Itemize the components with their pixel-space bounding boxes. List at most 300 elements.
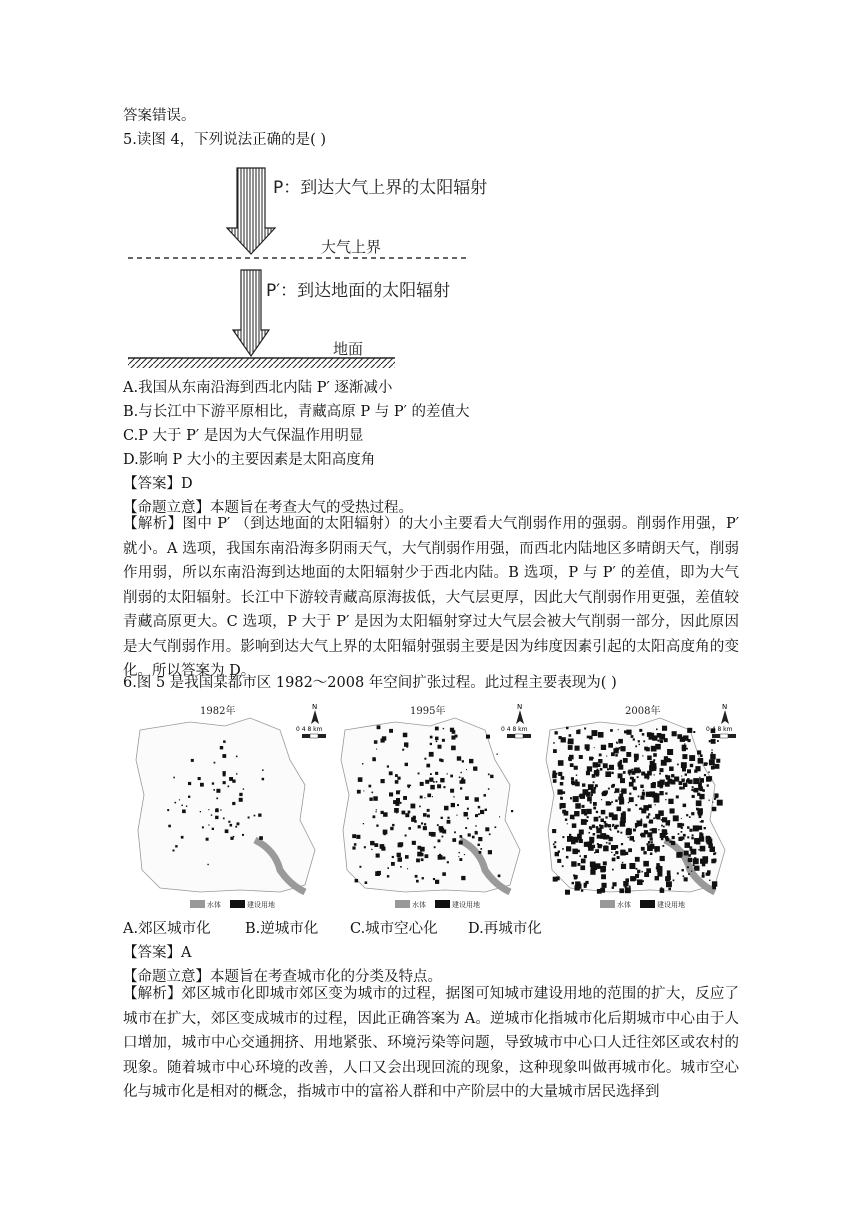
built-up-patch bbox=[643, 825, 645, 827]
built-up-patch bbox=[683, 804, 687, 808]
q5-option-a: A.我国从东南沿海到西北内陆 P′ 逐渐减小 bbox=[123, 380, 393, 396]
built-up-patch bbox=[427, 809, 430, 812]
built-up-patch bbox=[466, 769, 467, 770]
built-up-patch bbox=[667, 779, 672, 784]
built-up-patch bbox=[698, 786, 702, 790]
built-up-patch bbox=[563, 791, 566, 794]
built-up-patch bbox=[650, 829, 652, 831]
built-up-patch bbox=[450, 728, 454, 732]
built-up-patch bbox=[592, 846, 594, 848]
built-up-patch bbox=[423, 826, 427, 830]
built-up-patch bbox=[430, 736, 433, 739]
built-up-patch bbox=[447, 817, 449, 819]
built-up-patch bbox=[662, 817, 667, 822]
built-up-patch bbox=[660, 785, 663, 788]
built-up-patch bbox=[191, 759, 194, 762]
q5-stem: 5.读图 4，下列说法正确的是( ) bbox=[123, 132, 327, 148]
built-up-patch bbox=[670, 808, 675, 813]
built-up-patch bbox=[631, 777, 634, 780]
built-up-patch bbox=[554, 846, 557, 849]
built-up-patch bbox=[681, 776, 682, 777]
built-up-patch bbox=[424, 823, 426, 825]
built-up-patch bbox=[657, 733, 662, 738]
built-up-patch bbox=[610, 729, 613, 732]
built-up-patch bbox=[693, 731, 695, 733]
built-up-patch bbox=[650, 791, 656, 797]
built-up-patch bbox=[572, 849, 578, 855]
built-up-patch bbox=[215, 816, 218, 819]
built-up-patch bbox=[574, 766, 578, 770]
built-up-patch bbox=[464, 854, 465, 855]
built-up-patch bbox=[214, 762, 216, 764]
built-up-patch bbox=[452, 838, 456, 842]
built-up-patch bbox=[395, 780, 399, 784]
built-up-patch bbox=[698, 758, 704, 764]
svg-text:N: N bbox=[312, 703, 318, 711]
built-up-patch bbox=[702, 875, 705, 878]
built-up-patch bbox=[555, 731, 558, 734]
built-up-patch bbox=[704, 827, 706, 829]
built-up-patch bbox=[668, 784, 670, 786]
built-up-patch bbox=[641, 871, 643, 873]
built-up-patch bbox=[595, 784, 598, 787]
built-up-patch bbox=[672, 836, 675, 839]
built-up-patch bbox=[682, 754, 687, 759]
built-up-patch bbox=[480, 810, 484, 814]
built-up-patch bbox=[639, 808, 641, 810]
built-up-patch bbox=[710, 754, 716, 760]
map-2008 bbox=[540, 700, 740, 910]
built-up-patch bbox=[222, 754, 226, 758]
built-up-patch bbox=[586, 792, 591, 797]
built-up-patch bbox=[424, 758, 426, 760]
built-up-patch bbox=[669, 841, 671, 843]
built-up-patch bbox=[383, 812, 388, 817]
built-up-patch bbox=[704, 762, 708, 766]
built-up-patch bbox=[689, 755, 695, 761]
built-up-patch bbox=[611, 772, 613, 774]
built-up-patch bbox=[704, 774, 706, 776]
ground-label: 地面 bbox=[333, 340, 364, 358]
built-up-patch bbox=[356, 835, 360, 839]
built-up-patch bbox=[565, 890, 570, 895]
built-up-patch bbox=[389, 792, 393, 796]
built-up-patch bbox=[640, 785, 643, 788]
q5-analysis: 【解析】图中 P′ （到达地面的太阳辐射）的大小主要看大气削弱作用的强弱。削弱作用强，P′ 就小。A 选项，我国东南沿海多阴雨天气，大气削弱作用强，而西北内陆地区多晴朗天气，削弱作用弱，所以东南沿海到达地面的太阳辐射少于西北内陆。B 选项，P 与 P′ 的差值，即为大气削弱的太阳辐射。长江中下游较青藏高原海拔低，大气层更厚，因此大气削弱作用更强，差值较青藏高原更大。C 选项，P 大于 P′ 是因为太阳辐射穿过大气层会被大气削弱一部分，因此原因是大气削弱作用。影响到达大气上界的太阳辐射强弱主要是因为纬度因素引起的太阳高度角的变化。所以答案为 D。 bbox=[123, 516, 739, 679]
built-up-patch bbox=[562, 865, 564, 867]
built-up-patch bbox=[561, 803, 566, 808]
built-up-patch bbox=[611, 801, 613, 803]
built-up-patch bbox=[575, 780, 577, 782]
built-up-patch bbox=[683, 834, 686, 837]
map-1982 bbox=[130, 700, 330, 910]
built-up-patch bbox=[622, 811, 625, 814]
built-up-patch bbox=[656, 816, 660, 820]
q6-option-b: B.逆城市化 bbox=[245, 921, 319, 937]
built-up-patch bbox=[579, 855, 581, 857]
built-up-patch bbox=[598, 759, 602, 763]
built-up-patch bbox=[620, 746, 625, 751]
built-up-patch bbox=[661, 825, 663, 827]
built-up-patch bbox=[490, 775, 493, 778]
built-up-patch bbox=[584, 885, 587, 888]
built-up-patch bbox=[660, 769, 662, 771]
built-up-patch bbox=[372, 792, 374, 794]
built-up-patch bbox=[457, 756, 461, 760]
built-up-patch bbox=[447, 773, 448, 774]
built-up-patch bbox=[242, 834, 244, 836]
built-up-patch bbox=[652, 828, 657, 833]
built-up-patch bbox=[405, 855, 409, 859]
built-up-patch bbox=[650, 853, 653, 856]
built-up-patch bbox=[429, 778, 433, 782]
built-up-patch bbox=[594, 770, 599, 775]
built-up-patch bbox=[709, 759, 715, 765]
built-up-patch bbox=[648, 841, 651, 844]
built-up-patch bbox=[663, 826, 665, 828]
built-up-patch bbox=[706, 836, 711, 841]
built-up-patch bbox=[615, 800, 618, 803]
built-up-patch bbox=[634, 878, 637, 881]
built-up-patch bbox=[687, 826, 690, 829]
built-up-patch bbox=[708, 776, 712, 780]
built-up-patch bbox=[397, 777, 400, 780]
scale-bar bbox=[706, 726, 736, 738]
built-up-patch bbox=[691, 812, 694, 815]
built-up-patch bbox=[175, 845, 177, 847]
built-up-patch bbox=[560, 797, 563, 800]
built-up-patch bbox=[598, 844, 602, 848]
built-up-patch bbox=[716, 759, 720, 763]
built-up-patch bbox=[709, 740, 711, 742]
built-up-patch bbox=[391, 862, 395, 866]
built-up-patch bbox=[618, 729, 619, 730]
built-up-patch bbox=[581, 819, 587, 825]
built-up-patch bbox=[173, 850, 175, 852]
built-up-patch bbox=[553, 742, 555, 744]
built-up-patch bbox=[681, 762, 687, 768]
built-up-patch bbox=[399, 842, 403, 846]
built-up-patch bbox=[459, 841, 463, 845]
scale-bar bbox=[296, 726, 326, 738]
built-up-patch bbox=[681, 831, 683, 833]
built-up-patch bbox=[665, 876, 670, 881]
built-up-patch bbox=[573, 818, 575, 820]
built-up-patch bbox=[408, 811, 411, 814]
built-up-patch bbox=[573, 874, 575, 876]
built-up-patch bbox=[380, 844, 385, 849]
built-up-patch bbox=[699, 794, 704, 799]
built-up-patch bbox=[478, 813, 480, 815]
svg-text:N: N bbox=[517, 703, 523, 711]
built-up-patch bbox=[621, 843, 623, 845]
built-up-patch bbox=[397, 853, 401, 857]
built-up-patch bbox=[687, 836, 689, 838]
built-up-patch bbox=[451, 736, 455, 740]
built-up-patch bbox=[696, 808, 699, 811]
built-up-patch bbox=[630, 836, 635, 841]
built-up-patch bbox=[403, 733, 408, 738]
p-prime-label: P′：到达地面的太阳辐射 bbox=[266, 281, 451, 301]
built-up-patch bbox=[692, 834, 694, 836]
built-up-patch bbox=[426, 764, 430, 768]
built-up-patch bbox=[200, 811, 201, 812]
built-up-patch bbox=[653, 759, 655, 761]
built-up-patch bbox=[589, 832, 591, 834]
built-up-patch bbox=[206, 838, 209, 841]
svg-text:2008年: 2008年 bbox=[625, 706, 661, 717]
built-up-patch bbox=[497, 754, 498, 755]
built-up-patch bbox=[478, 844, 480, 846]
built-up-patch bbox=[362, 763, 363, 764]
arrow-p-prime bbox=[233, 270, 269, 356]
built-up-patch bbox=[392, 824, 394, 826]
built-up-patch bbox=[683, 783, 687, 787]
built-up-patch bbox=[590, 802, 592, 804]
map-outline bbox=[136, 718, 315, 892]
built-up-patch bbox=[651, 783, 656, 788]
built-up-patch bbox=[595, 849, 599, 853]
built-up-patch bbox=[617, 831, 619, 833]
built-up-patch bbox=[599, 816, 601, 818]
built-up-patch bbox=[376, 809, 377, 810]
built-up-patch bbox=[713, 859, 717, 863]
built-up-patch bbox=[421, 858, 424, 861]
built-up-patch bbox=[202, 826, 204, 828]
built-up-patch bbox=[592, 825, 595, 828]
built-up-patch bbox=[650, 837, 653, 840]
built-up-patch bbox=[568, 739, 574, 745]
built-up-patch bbox=[655, 876, 659, 880]
built-up-patch bbox=[453, 796, 454, 797]
built-up-patch bbox=[376, 811, 377, 812]
built-up-patch bbox=[568, 757, 571, 760]
built-up-patch bbox=[642, 733, 645, 736]
built-up-patch bbox=[601, 819, 605, 823]
built-up-patch bbox=[692, 786, 694, 788]
built-up-patch bbox=[488, 774, 490, 776]
built-up-patch bbox=[666, 758, 670, 762]
built-up-patch bbox=[711, 739, 716, 744]
built-up-patch bbox=[405, 813, 409, 817]
built-up-patch bbox=[384, 833, 386, 835]
built-up-patch bbox=[629, 793, 631, 795]
built-up-patch bbox=[571, 777, 574, 780]
built-up-patch bbox=[649, 805, 651, 807]
built-up-patch bbox=[619, 761, 622, 764]
built-up-patch bbox=[712, 881, 717, 886]
built-up-patch bbox=[212, 782, 214, 784]
built-up-patch bbox=[422, 877, 424, 879]
built-up-patch bbox=[447, 820, 451, 824]
built-up-patch bbox=[597, 835, 601, 839]
built-up-patch bbox=[682, 747, 686, 751]
built-up-patch bbox=[554, 841, 556, 843]
built-up-patch bbox=[626, 730, 631, 735]
built-up-patch bbox=[665, 799, 666, 800]
built-up-patch bbox=[220, 809, 221, 810]
figure-4 bbox=[123, 160, 533, 375]
built-up-patch bbox=[593, 802, 597, 806]
built-up-patch bbox=[688, 739, 691, 742]
built-up-patch bbox=[685, 842, 691, 848]
built-up-patch bbox=[694, 857, 696, 859]
built-up-patch bbox=[597, 889, 602, 894]
built-up-patch bbox=[374, 740, 378, 744]
built-up-patch bbox=[387, 875, 389, 877]
built-up-patch bbox=[618, 797, 622, 801]
built-up-patch bbox=[229, 777, 233, 781]
built-up-patch bbox=[569, 734, 572, 737]
built-up-patch bbox=[475, 797, 479, 801]
built-up-patch bbox=[442, 872, 446, 876]
built-up-patch bbox=[465, 796, 469, 800]
built-up-patch bbox=[207, 864, 208, 865]
built-up-patch bbox=[460, 780, 463, 783]
built-up-patch bbox=[682, 869, 684, 871]
built-up-patch bbox=[680, 737, 685, 742]
built-up-patch bbox=[674, 777, 679, 782]
built-up-patch bbox=[592, 730, 598, 736]
built-up-patch bbox=[461, 777, 463, 779]
built-up-patch bbox=[580, 865, 585, 870]
built-up-patch bbox=[593, 807, 596, 810]
built-up-patch bbox=[638, 740, 640, 742]
built-up-patch bbox=[607, 768, 609, 770]
built-up-patch bbox=[625, 887, 631, 893]
built-up-patch bbox=[565, 819, 567, 821]
built-up-patch bbox=[352, 834, 356, 838]
built-up-patch bbox=[574, 811, 579, 816]
built-up-patch bbox=[649, 735, 654, 740]
built-up-patch bbox=[644, 872, 649, 877]
built-up-patch bbox=[438, 855, 443, 860]
built-up-patch bbox=[407, 785, 410, 788]
built-up-patch bbox=[467, 808, 469, 810]
built-up-patch bbox=[687, 866, 689, 868]
built-up-patch bbox=[582, 797, 583, 798]
built-up-patch bbox=[587, 770, 589, 772]
built-up-patch bbox=[712, 807, 716, 811]
built-up-patch bbox=[581, 809, 586, 814]
built-up-patch bbox=[473, 767, 477, 771]
built-up-patch bbox=[200, 783, 204, 787]
built-up-patch bbox=[594, 787, 596, 789]
built-up-patch bbox=[420, 853, 424, 857]
built-up-patch bbox=[642, 792, 645, 795]
built-up-patch bbox=[395, 802, 399, 806]
built-up-patch bbox=[635, 745, 637, 747]
built-up-patch bbox=[629, 774, 631, 776]
built-up-patch bbox=[373, 815, 376, 818]
built-up-patch bbox=[627, 828, 630, 831]
built-up-patch bbox=[647, 845, 653, 851]
built-up-patch bbox=[237, 822, 240, 825]
built-up-patch bbox=[660, 833, 665, 838]
built-up-patch bbox=[635, 756, 639, 760]
built-up-patch bbox=[603, 846, 609, 852]
svg-text:水体: 水体 bbox=[617, 901, 631, 909]
built-up-patch bbox=[637, 879, 643, 885]
built-up-patch bbox=[609, 842, 611, 844]
built-up-patch bbox=[424, 797, 425, 798]
built-up-patch bbox=[419, 806, 421, 808]
built-up-patch bbox=[467, 818, 469, 820]
built-up-patch bbox=[181, 805, 183, 807]
built-up-patch bbox=[433, 878, 435, 880]
built-up-patch bbox=[576, 730, 580, 734]
built-up-patch bbox=[363, 823, 364, 824]
built-up-patch bbox=[258, 814, 261, 817]
built-up-patch bbox=[641, 772, 645, 776]
built-up-patch bbox=[593, 762, 598, 767]
built-up-patch bbox=[450, 789, 454, 793]
built-up-patch bbox=[459, 777, 461, 779]
built-up-patch bbox=[438, 839, 441, 842]
built-up-patch bbox=[612, 858, 616, 862]
built-up-patch bbox=[371, 849, 372, 850]
built-up-patch bbox=[698, 783, 702, 787]
built-up-patch bbox=[465, 827, 467, 829]
built-up-patch bbox=[643, 805, 649, 811]
built-up-patch bbox=[562, 810, 566, 814]
built-up-patch bbox=[686, 814, 688, 816]
built-up-patch bbox=[168, 825, 171, 828]
built-up-patch bbox=[678, 852, 683, 857]
built-up-patch bbox=[688, 873, 690, 875]
built-up-patch bbox=[614, 826, 617, 829]
built-up-patch bbox=[468, 833, 471, 836]
built-up-patch bbox=[717, 740, 719, 742]
built-up-patch bbox=[637, 870, 640, 873]
built-up-patch bbox=[417, 846, 421, 850]
built-up-patch bbox=[572, 823, 577, 828]
built-up-patch bbox=[591, 799, 592, 800]
built-up-patch bbox=[582, 783, 585, 786]
built-up-patch bbox=[665, 836, 668, 839]
compass-icon bbox=[516, 703, 524, 724]
built-up-patch bbox=[620, 821, 626, 827]
built-up-patch bbox=[640, 796, 644, 800]
built-up-patch bbox=[398, 857, 403, 862]
built-up-patch bbox=[599, 754, 602, 757]
built-up-patch bbox=[641, 847, 645, 851]
built-up-patch bbox=[575, 803, 581, 809]
built-up-patch bbox=[643, 861, 649, 867]
built-up-patch bbox=[714, 798, 716, 800]
built-up-patch bbox=[686, 779, 689, 782]
built-up-patch bbox=[569, 837, 570, 838]
built-up-patch bbox=[610, 830, 611, 831]
built-up-patch bbox=[629, 863, 635, 869]
built-up-patch bbox=[432, 796, 433, 797]
built-up-patch bbox=[633, 788, 635, 790]
built-up-patch bbox=[672, 731, 677, 736]
built-up-patch bbox=[413, 816, 416, 819]
built-up-patch bbox=[364, 846, 366, 848]
built-up-patch bbox=[659, 773, 661, 775]
built-up-patch bbox=[248, 817, 250, 819]
built-up-patch bbox=[354, 843, 357, 846]
built-up-patch bbox=[553, 771, 555, 773]
built-up-patch bbox=[635, 874, 639, 878]
built-up-patch bbox=[442, 739, 445, 742]
built-up-patch bbox=[621, 864, 626, 869]
built-up-patch bbox=[605, 790, 608, 793]
built-up-patch bbox=[387, 765, 389, 767]
built-up-patch bbox=[562, 836, 564, 838]
built-up-patch bbox=[223, 773, 226, 776]
